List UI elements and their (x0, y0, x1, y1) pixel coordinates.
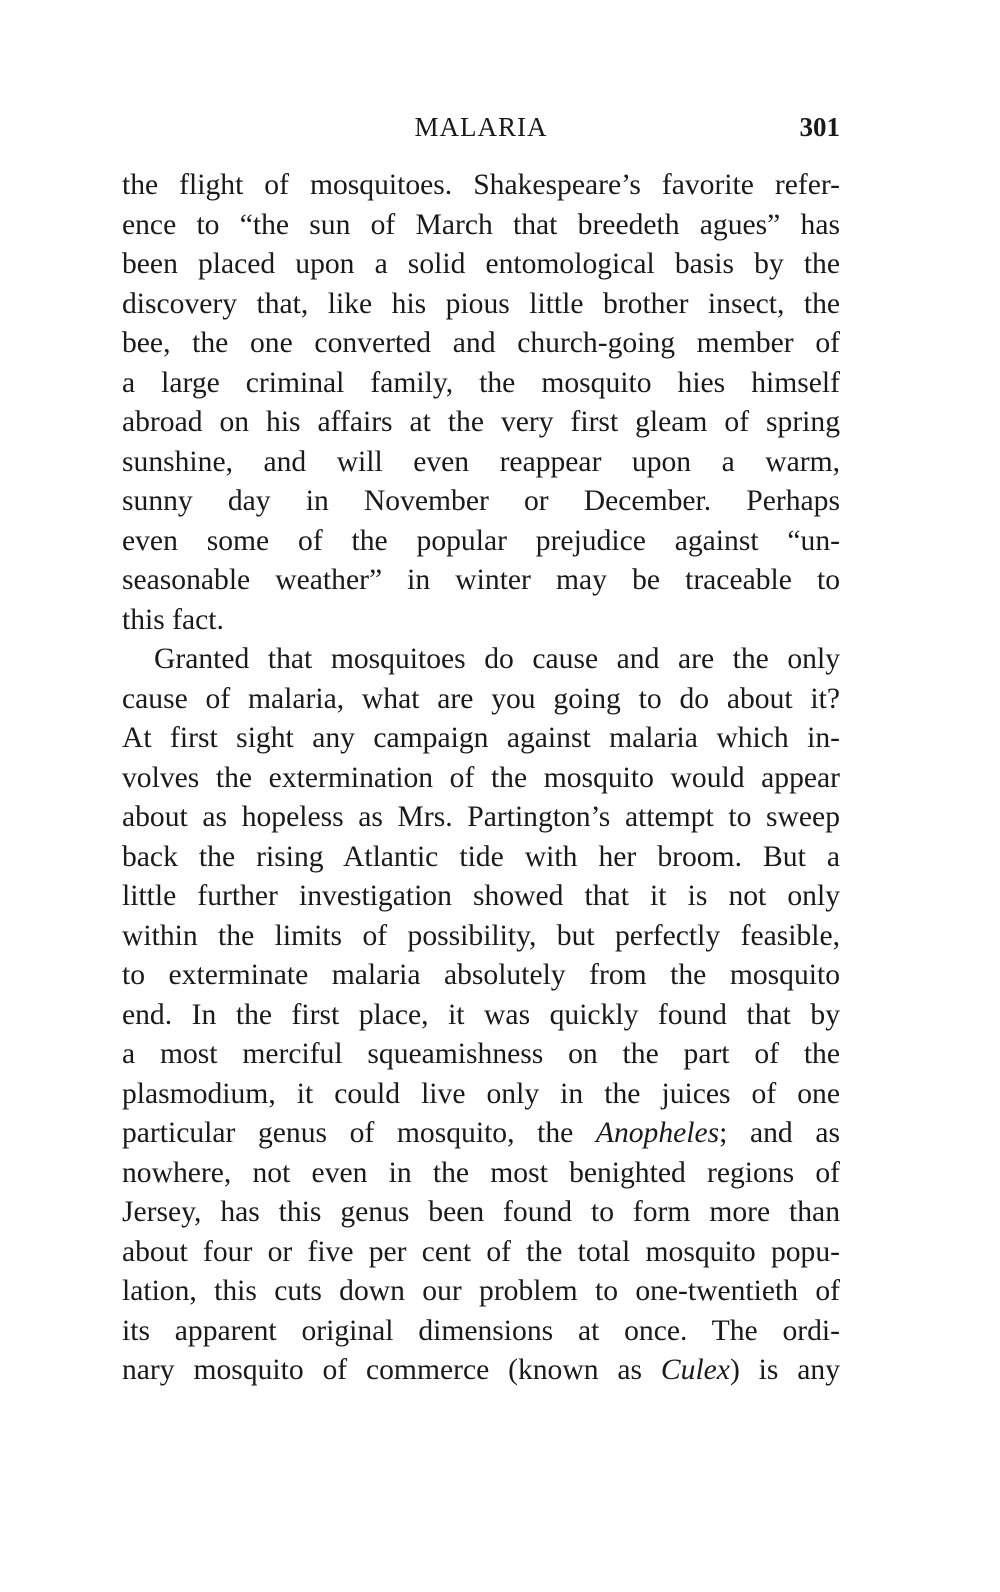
text-line: particular genus of mosquito, the Anopheles; and as (122, 1117, 840, 1149)
text-line: sunshine, and will even reappear upon a warm, (122, 445, 840, 478)
genus-name: Culex (660, 1354, 730, 1386)
text-line: Granted that mosquitoes do cause and are the only (154, 643, 840, 675)
text-line: its apparent original dimensions at once. The ordi- (122, 1314, 840, 1347)
text-line: bee, the one converted and church-going member of (122, 327, 840, 359)
running-head-title: MALARIA (414, 112, 548, 142)
genus-name: Anopheles (595, 1117, 720, 1149)
text-line: about four or five per cent of the total mosquito popu- (122, 1235, 840, 1268)
text-line: nary mosquito of commerce (known as Culex) is any (122, 1354, 840, 1386)
text-line: volves the extermination of the mosquito would appear (122, 761, 840, 794)
text-line: a most merciful squeamishness on the part of the (122, 1038, 840, 1070)
text-line: within the limits of possibility, but perfectly feasible, (122, 919, 840, 952)
text-line: nowhere, not even in the most benighted regions of (122, 1156, 840, 1189)
body-text (122, 166, 840, 1391)
text-line: lation, this cuts down our problem to one-twentieth of (122, 1275, 840, 1307)
text-line: this fact. (122, 603, 224, 636)
text-line: back the rising Atlantic tide with her broom. But a (122, 840, 840, 873)
text-line: a large criminal family, the mosquito hies himself (122, 366, 840, 399)
book-page (122, 112, 840, 1391)
text-line: abroad on his affairs at the very first gleam of spring (122, 406, 840, 438)
text-line: been placed upon a solid entomological basis by the (122, 248, 840, 280)
paragraph-2 (122, 640, 840, 1391)
text-line: to exterminate malaria absolutely from the mosquito (122, 959, 840, 991)
text-line: cause of malaria, what are you going to do about it? (122, 682, 840, 715)
text-line: sunny day in November or December. Perhaps (122, 485, 840, 517)
text-line: plasmodium, it could live only in the juices of one (122, 1077, 840, 1110)
paragraph-1 (122, 166, 840, 640)
text-line: little further investigation showed that it is not only (122, 880, 840, 912)
page-number: 301 (799, 112, 840, 142)
text-line: Jersey, has this genus been found to form more than (122, 1196, 840, 1228)
text-line: end. In the first place, it was quickly found that by (122, 998, 840, 1031)
text-line: even some of the popular prejudice against “un- (122, 524, 840, 557)
text-line: seasonable weather” in winter may be traceable to (122, 564, 840, 596)
text-line: ence to “the sun of March that breedeth agues” has (122, 208, 840, 241)
text-line: discovery that, like his pious little brother insect, the (122, 287, 840, 320)
text-line: about as hopeless as Mrs. Partington’s attempt to sweep (122, 801, 840, 833)
text-line: the flight of mosquitoes. Shakespeare’s favorite refer- (122, 169, 840, 201)
running-head (122, 112, 840, 148)
text-line: At first sight any campaign against malaria which in- (122, 722, 840, 754)
